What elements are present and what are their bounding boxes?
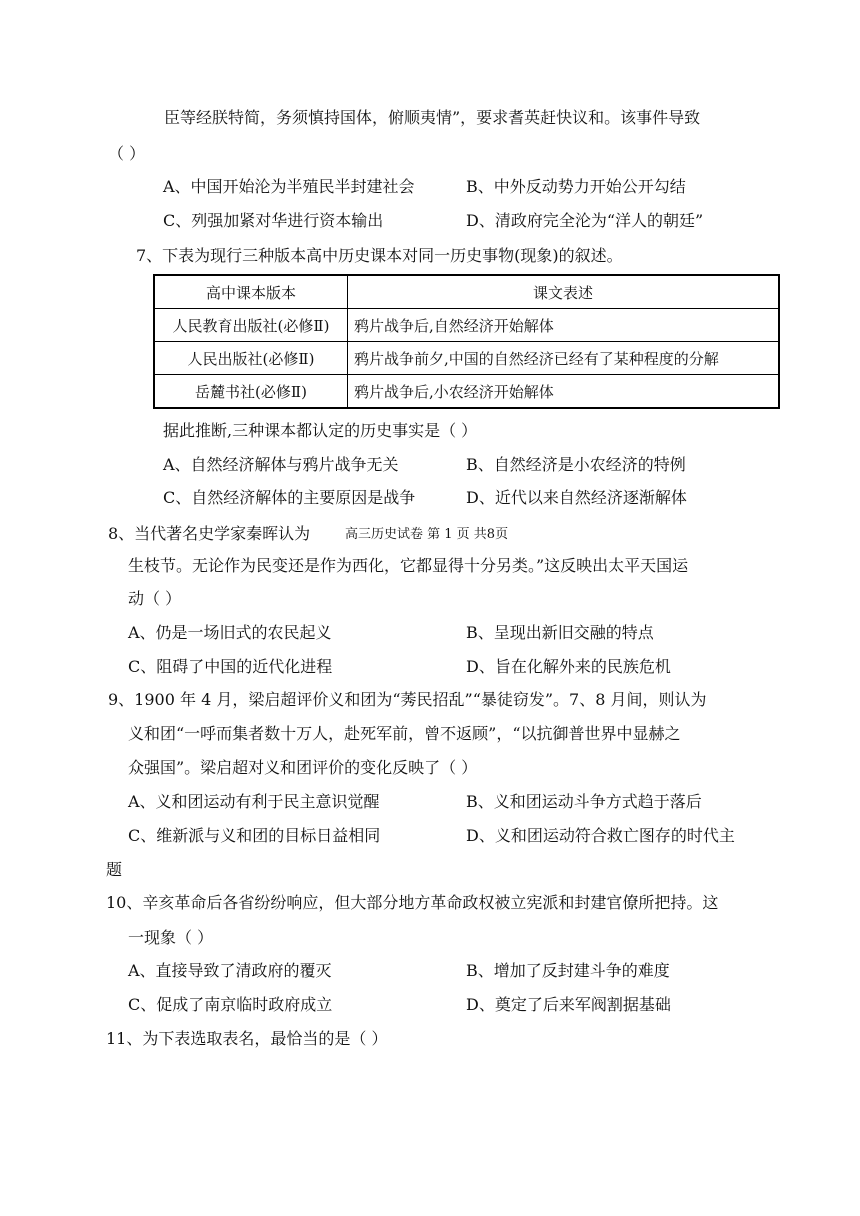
table-header-row <box>154 275 779 309</box>
table-row <box>154 342 779 375</box>
q8-option-a: A、仍是一场旧式的农民起义 <box>128 623 332 642</box>
q11-stem: 11、为下表选取表名，最恰当的是（ ） <box>106 1029 388 1048</box>
q8-stem-continuation: 生枝节。无论作为民变还是作为西化，它都显得十分另类。”这反映出太平天国运 <box>128 556 689 575</box>
q6-option-b: B、中外反动势力开始公开勾结 <box>466 177 686 196</box>
table-header-cell: 课文表述 <box>348 275 780 309</box>
q7-option-c: C、自然经济解体的主要原因是战争 <box>163 488 416 507</box>
q9-option-d-wrap: 题 <box>106 860 123 879</box>
table-row <box>154 375 779 409</box>
table-cell-version: 人民出版社(必修Ⅱ) <box>154 342 348 375</box>
table-cell-version: 岳麓书社(必修Ⅱ) <box>154 375 348 409</box>
q10-option-b: B、增加了反封建斗争的难度 <box>466 961 670 980</box>
q9-stem-line3: 众强国”。梁启超对义和团评价的变化反映了（ ） <box>128 758 478 777</box>
q7-option-b: B、自然经济是小农经济的特例 <box>466 455 686 474</box>
q9-option-b: B、义和团运动斗争方式趋于落后 <box>466 792 702 811</box>
table-cell-text: 鸦片战争前夕,中国的自然经济已经有了某种程度的分解 <box>348 342 780 375</box>
q7-option-d: D、近代以来自然经济逐渐解体 <box>466 488 687 507</box>
q9-stem-line2: 义和团“一呼而集者数十万人，赴死军前，曾不返顾”，“以抗御普世界中显赫之 <box>128 724 681 743</box>
q8-option-b: B、呈现出新旧交融的特点 <box>466 623 654 642</box>
q7-textbook-table <box>153 274 780 409</box>
q8-stem-end: 动（ ） <box>128 589 182 608</box>
q6-answer-paren: （ ） <box>108 144 146 163</box>
page-footer: 高三历史试卷 第 1 页 共8页 <box>345 527 509 542</box>
q9-option-c: C、维新派与义和团的目标日益相同 <box>128 826 381 845</box>
table-cell-text: 鸦片战争后,小农经济开始解体 <box>348 375 780 409</box>
q9-stem-line1: 9、1900 年 4 月，梁启超评价义和团为“莠民招乱”“暴徒窃发”。7、8 月间，则认为 <box>108 690 707 709</box>
q10-stem-line2: 一现象（ ） <box>128 928 214 947</box>
q7-prompt: 据此推断,三种课本都认定的历史事实是（ ） <box>163 421 478 440</box>
q8-option-c: C、阻碍了中国的近代化进程 <box>128 657 333 676</box>
q10-option-c: C、促成了南京临时政府成立 <box>128 995 333 1014</box>
q6-stem-continuation: 臣等经朕特简，务须慎持国体，俯顺夷情”，要求耆英赶快议和。该事件导致 <box>164 108 701 127</box>
q8-option-d: D、旨在化解外来的民族危机 <box>466 657 671 676</box>
q6-option-a: A、中国开始沦为半殖民半封建社会 <box>163 177 415 196</box>
q10-stem-line1: 10、辛亥革命后各省纷纷响应，但大部分地方革命政权被立宪派和封建官僚所把持。这 <box>106 893 719 912</box>
q9-option-d: D、义和团运动符合救亡图存的时代主 <box>466 826 735 845</box>
q10-option-a: A、直接导致了清政府的覆灭 <box>128 961 332 980</box>
q6-option-d: D、清政府完全沦为“洋人的朝廷” <box>466 211 704 230</box>
table-cell-text: 鸦片战争后,自然经济开始解体 <box>348 309 780 342</box>
q9-option-a: A、义和团运动有利于民主意识觉醒 <box>128 792 380 811</box>
q10-option-d: D、奠定了后来军阀割据基础 <box>466 995 671 1014</box>
q8-stem-start: 8、当代著名史学家秦晖认为 <box>108 524 311 543</box>
table-header-cell: 高中课本版本 <box>154 275 348 309</box>
q7-option-a: A、自然经济解体与鸦片战争无关 <box>163 455 399 474</box>
table-row <box>154 309 779 342</box>
table-cell-version: 人民教育出版社(必修Ⅱ) <box>154 309 348 342</box>
q6-option-c: C、列强加紧对华进行资本输出 <box>163 211 384 230</box>
q7-stem: 7、下表为现行三种版本高中历史课本对同一历史事物(现象)的叙述。 <box>136 246 623 265</box>
